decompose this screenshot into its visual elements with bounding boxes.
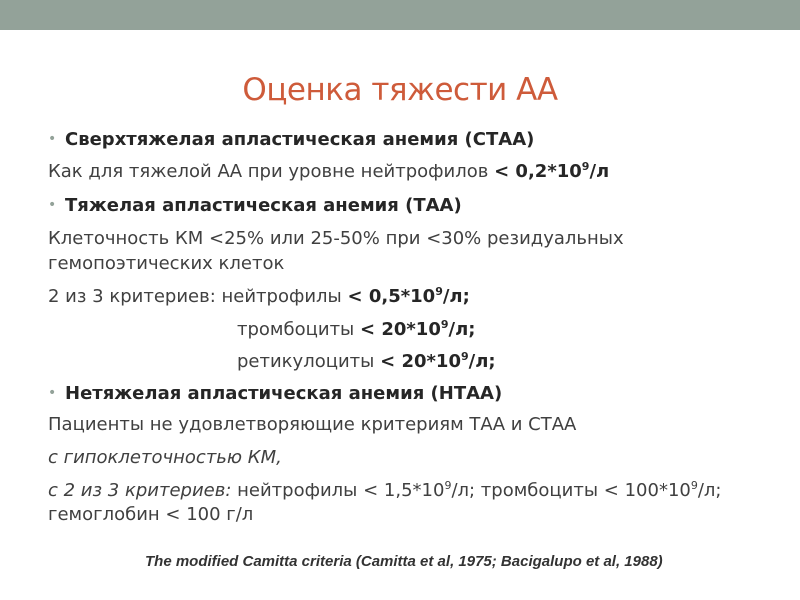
crit3-value: < $20*10^9/л$;	[380, 350, 496, 372]
ntaa-hemoglobin: гемоглобин < 100 г/л	[48, 504, 254, 525]
ntaa-hypocellularity: с гипоклеточностью КМ,	[48, 447, 282, 468]
taa-text-line-2: гемопоэтических клеток	[48, 253, 285, 274]
bullet-taa	[48, 193, 462, 218]
bullet-ntaa	[48, 381, 502, 406]
ntaa-criteria-label: с 2 из 3 критериев:	[48, 480, 232, 501]
criteria-reticulocytes: ретикулоциты < $20*10^9/л$;	[237, 350, 496, 372]
ntaa-text: Пациенты не удовлетворяющие критериям ТАА и СТАА	[48, 414, 577, 435]
sthaa-text: Как для тяжелой АА при уровне нейтрофилов	[48, 161, 495, 182]
taa-heading: Тяжелая апластическая анемия (ТАА)	[65, 195, 462, 216]
bullet-sthaa	[48, 127, 534, 152]
slide-title: Оценка тяжести АА	[242, 72, 558, 108]
criteria-neutrophils: 2 из 3 критериев: нейтрофилы < $0,5*10^9/л$;	[48, 285, 470, 307]
sthaa-heading: Сверхтяжелая апластическая анемия (СТАА)	[65, 129, 535, 150]
criteria-platelets: тромбоциты < $20*10^9/л$;	[237, 318, 476, 340]
top-color-band	[0, 0, 800, 30]
crit2-value: < $20*10^9/л$;	[360, 318, 476, 340]
bullet-icon: •	[48, 131, 57, 147]
bullet-icon: •	[48, 385, 57, 401]
bullet-icon: •	[48, 197, 57, 213]
ntaa-criteria: с 2 из 3 критериев: нейтрофилы < $1,5*10^9/л$; тромбоциты < $100*10^9/л$;	[48, 479, 722, 501]
ntaa-heading: Нетяжелая апластическая анемия (НТАА)	[65, 383, 503, 404]
sthaa-description	[48, 160, 609, 184]
crit1-value: < $0,5*10^9/л$;	[347, 285, 470, 307]
sthaa-value: < $0,2*10^9/л$	[494, 160, 610, 182]
criteria-label: 2 из 3 критериев:	[48, 286, 222, 307]
footnote-citation: The modified Camitta criteria (Camitta et al, 1975; Bacigalupo et al, 1988)	[145, 553, 663, 570]
taa-text-line-1: Клеточность КМ <25% или 25-50% при <30% резидуальных	[48, 228, 624, 249]
